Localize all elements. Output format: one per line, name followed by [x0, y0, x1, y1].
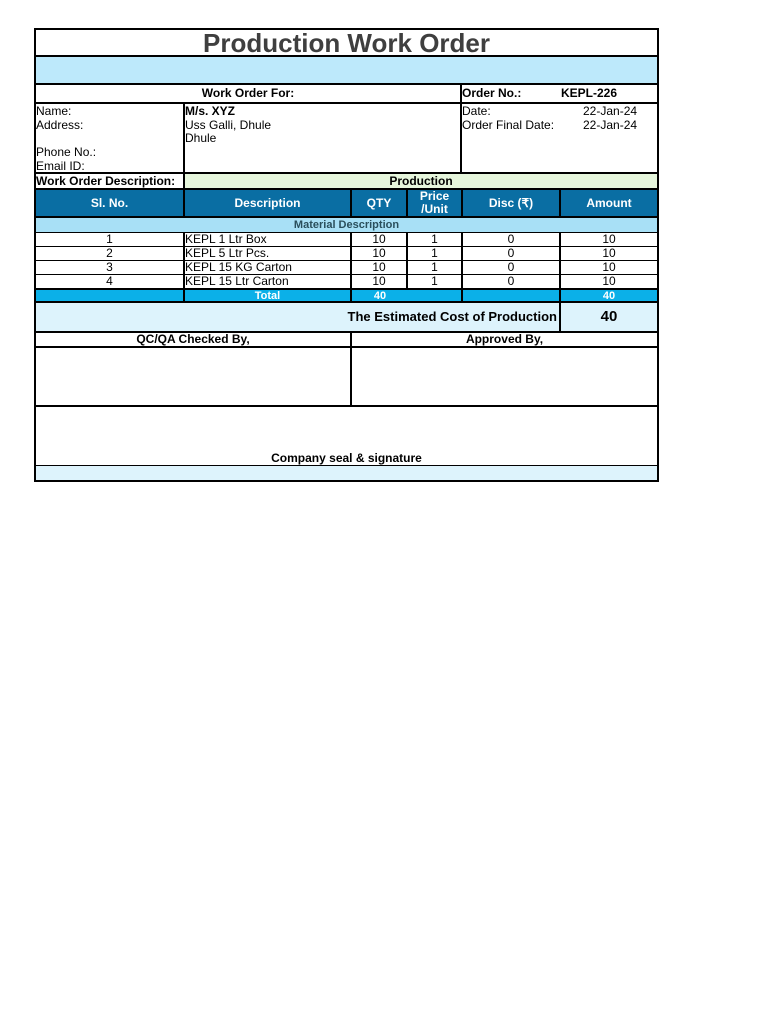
row-amount: 10 — [602, 261, 616, 274]
row-sl: 4 — [36, 275, 185, 288]
row-amount: 10 — [602, 233, 616, 246]
col-amount: Amount — [586, 196, 632, 210]
customer-address-line2: Dhule — [185, 131, 217, 146]
row-disc: 0 — [463, 247, 561, 260]
row-amount: 10 — [602, 247, 616, 260]
qc-checked-label: QC/QA Checked By, — [36, 333, 352, 346]
table-row — [34, 233, 659, 247]
total-empty-sl — [36, 290, 185, 301]
company-seal-label: Company seal & signature — [271, 451, 422, 465]
row-description: KEPL 15 Ltr Carton — [185, 275, 352, 288]
row-amount: 10 — [602, 275, 616, 288]
col-price-line1: Price — [419, 190, 450, 203]
dates-cell — [462, 104, 657, 172]
row-disc: 0 — [463, 275, 561, 288]
row-sl: 2 — [36, 247, 185, 260]
table-row — [34, 247, 659, 261]
row-qty: 10 — [352, 247, 408, 260]
order-no-value: KEPL-226 — [561, 86, 618, 100]
col-qty: QTY — [352, 190, 408, 216]
work-order-for-label: Work Order For: — [36, 85, 462, 102]
col-sl-no: Sl. No. — [36, 190, 185, 216]
footer-band — [34, 466, 659, 482]
page-title: Production Work Order — [203, 30, 490, 55]
description-label: Work Order Description: — [36, 174, 185, 188]
row-sl: 3 — [36, 261, 185, 274]
row-qty: 10 — [352, 233, 408, 246]
row-price: 1 — [408, 261, 463, 274]
customer-name: M/s. XYZ — [185, 104, 236, 118]
order-no-cell — [462, 85, 657, 102]
table-row — [34, 275, 659, 289]
estimated-cost-row — [34, 303, 659, 333]
date-value: 22-Jan-24 — [583, 104, 638, 118]
total-qty: 40 — [373, 290, 387, 301]
col-disc: Disc (₹) — [463, 190, 561, 216]
row-description: KEPL 15 KG Carton — [185, 261, 352, 274]
work-order-sheet — [34, 28, 659, 482]
estimated-cost-value: 40 — [600, 308, 618, 325]
description-row — [34, 174, 659, 188]
total-row — [34, 289, 659, 303]
final-date-label: Order Final Date: — [462, 117, 555, 132]
row-sl: 1 — [36, 233, 185, 246]
table-header — [34, 188, 659, 218]
total-empty-disc — [463, 290, 561, 301]
row-price: 1 — [408, 275, 463, 288]
customer-values — [185, 104, 462, 172]
customer-info-row — [34, 104, 659, 174]
work-order-header-row — [34, 85, 659, 104]
final-date-value: 22-Jan-24 — [583, 117, 638, 132]
approver-signature-box — [352, 348, 657, 405]
approved-by-label: Approved By, — [465, 333, 544, 346]
qc-signature-box — [36, 348, 352, 405]
row-price: 1 — [408, 247, 463, 260]
phone-label: Phone No.: — [36, 145, 97, 160]
row-qty: 10 — [352, 275, 408, 288]
total-label: Total — [185, 290, 352, 301]
col-price — [408, 190, 463, 216]
approval-header-row — [34, 333, 659, 348]
customer-labels — [36, 104, 185, 172]
address-label: Address: — [36, 117, 84, 132]
row-description: KEPL 5 Ltr Pcs. — [185, 247, 352, 260]
name-label: Name: — [36, 104, 72, 118]
col-description: Description — [185, 190, 352, 216]
description-value: Production — [185, 174, 657, 188]
email-label: Email ID: — [36, 158, 85, 172]
total-amount: 40 — [602, 290, 616, 301]
header-band — [34, 57, 659, 85]
row-disc: 0 — [463, 233, 561, 246]
material-description-label: Material Description — [293, 219, 400, 231]
page-title-row — [34, 28, 659, 57]
order-no-label: Order No.: — [462, 86, 522, 100]
company-seal-row — [34, 407, 659, 466]
col-price-line2: /Unit — [421, 202, 448, 216]
total-empty-price — [408, 290, 463, 301]
material-section-label — [34, 218, 659, 233]
row-description: KEPL 1 Ltr Box — [185, 233, 352, 246]
customer-address-line1: Uss Galli, Dhule — [185, 117, 272, 132]
estimated-cost-label: The Estimated Cost of Production — [36, 303, 561, 331]
signature-boxes-row — [34, 348, 659, 407]
row-qty: 10 — [352, 261, 408, 274]
row-disc: 0 — [463, 261, 561, 274]
row-price: 1 — [408, 233, 463, 246]
table-row — [34, 261, 659, 275]
date-label: Date: — [462, 104, 491, 118]
